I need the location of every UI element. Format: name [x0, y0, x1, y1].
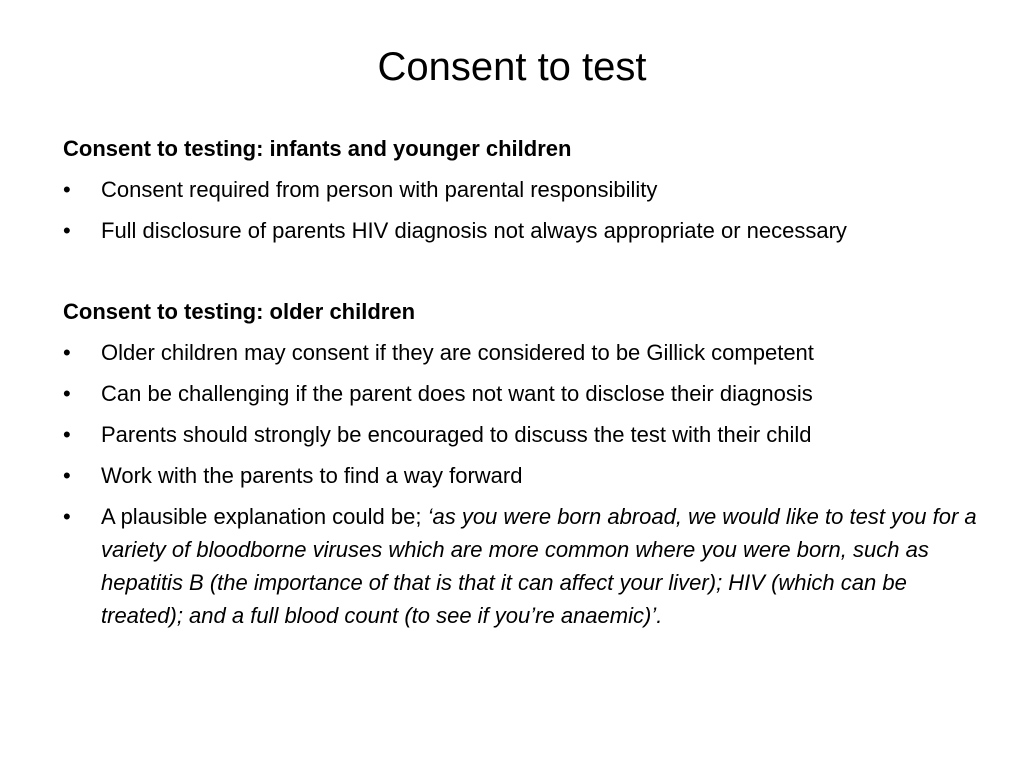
bullet-text: Work with the parents to find a way forward [101, 463, 523, 488]
bullet-text-lead: A plausible explanation could be; [101, 504, 428, 529]
bullet-list-older [63, 336, 993, 632]
bullet-text: Full disclosure of parents HIV diagnosis not always appropriate or necessary [101, 218, 847, 243]
bullet-glyph: • [63, 340, 71, 365]
bullet-glyph: • [63, 218, 71, 243]
bullet-glyph: • [63, 463, 71, 488]
slide-body [63, 132, 993, 640]
section-heading-older: Consent to testing: older children [63, 299, 416, 324]
section-older [63, 295, 993, 632]
section-heading-infants: Consent to testing: infants and younger children [63, 136, 572, 161]
list-item [63, 173, 993, 206]
bullet-glyph: • [63, 177, 71, 202]
list-item [63, 459, 993, 492]
bullet-text: Parents should strongly be encouraged to discuss the test with their child [101, 422, 812, 447]
explanation-quote: ‘as you were born abroad, we would like to test you for a variety of bloodborne viruses which are more common where you were born, such as hepatitis B (the importance of that is that it can affect your liver); HIV (which can be treated); and a full blood count (to see if you’re anaemic)’. [101, 504, 977, 628]
section-spacer [63, 255, 993, 295]
bullet-text: Can be challenging if the parent does not want to disclose their diagnosis [101, 381, 813, 406]
slide-title: Consent to test [377, 45, 647, 89]
bullet-list-infants [63, 173, 993, 247]
list-item [63, 377, 993, 410]
bullet-glyph: • [63, 504, 71, 529]
bullet-glyph: • [63, 422, 71, 447]
list-item-explanation [63, 500, 993, 632]
list-item [63, 336, 993, 369]
section-infants [63, 132, 993, 247]
bullet-text: Consent required from person with parental responsibility [101, 177, 658, 202]
bullet-text: Older children may consent if they are considered to be Gillick competent [101, 340, 814, 365]
list-item [63, 418, 993, 451]
list-item [63, 214, 993, 247]
bullet-glyph: • [63, 381, 71, 406]
